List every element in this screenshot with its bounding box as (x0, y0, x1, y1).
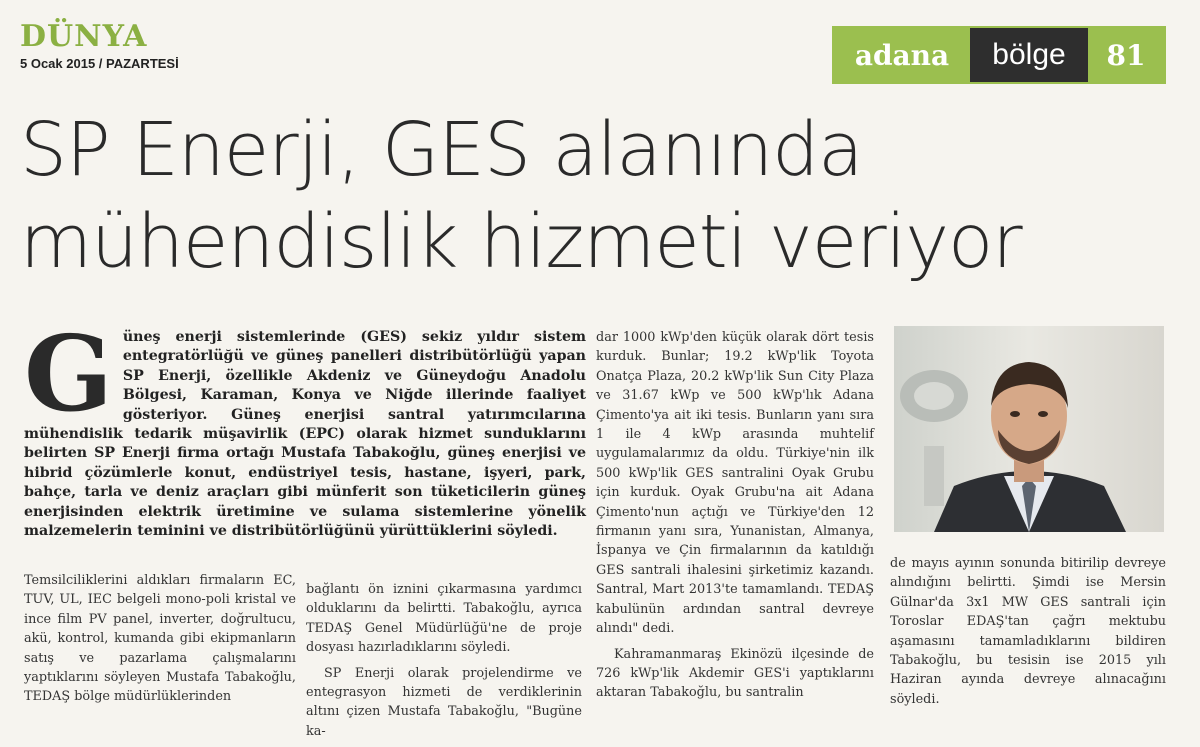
paragraph: SP Enerji olarak projelendirme ve entegrasyon hizmeti de verdiklerinin altını çizen Mustafa Tabakoğlu, "Bugüne ka- (306, 665, 582, 739)
paragraph: dar 1000 kWp'den küçük olarak dört tesis kurduk. Bunlar; 19.2 kWp'lik Toyota Onatça Plaza, 20.2 kWp'lik Sun City Plaza ve 31.67 kWp ve 500 kWp'lık Adana Çimento'ya ait iki tesis. Bunların yanı sıra 1 ile 4 kWp arasında muhtelif uygulamalarımız da oldu. Türkiye'nin ilk 500 kWp'lik GES santralini Oyak Grubu için kurduk. Oyak Grubu'na ait Adana Çimento'nun açtığı ve Türkiye'den 12 firmanın yanı sıra, Yunanistan, Almanya, İspanya ve Çin firmalarının da katıldığı GES santrali ihalesini şirketimiz kazandı. Santral, Mart 2013'te tamamlandı. TEDAŞ kabulünün ardından santral devreye alındı" dedi. (596, 330, 874, 637)
article-headline (20, 104, 1180, 288)
lead-paragraph: üneş enerji sistemlerinde (GES) sekiz yıldır sistem entegratörlüğü ve güneş panelleri distribütörlüğü yapan SP Enerji, özellikle Akdeniz ve Güneydoğu Anadolu Bölgesi, Karaman, Konya ve Niğde illerinde faaliyet gösteriyor. Güneş enerjisi santral yatırımcılarına mühendislik tedarik müşavirlik (EPC) olarak hizmet sunduklarını belirten SP Enerji firma ortağı Mustafa Tabakoğlu, güneş enerjisi ve hibrid çözümlerle konut, endüstriyel tesis, hastane, işyeri, park, bahçe, tarla ve deniz araçları gibi münferit son tüketicilerin güneş enerjisinden elektrik üretimine ve sulama sistemlerine yönelik malzemelerin teminini ve distribütörlüğünü yürüttüklerini söyledi. (24, 329, 586, 540)
body-column-1 (24, 571, 296, 713)
article-lead (24, 312, 586, 541)
body-column-3 (596, 328, 874, 709)
body-column-2 (306, 580, 582, 747)
portrait-photo (894, 326, 1164, 532)
masthead (20, 19, 179, 71)
paragraph: de mayıs ayının sonunda bitirilip devreye alındığını belirtti. Şimdi ise Mersin Gülnar'da 3x1 MW GES santrali için Toroslar EDAŞ'tan çağrı mektubu aşamasını tamamladıklarını bildiren Tabakoğlu, bu tesisin ise 2015 yılı Haziran ayında devreye alınacağını söyledi. (890, 556, 1166, 707)
newspaper-logo: DÜNYA (20, 19, 148, 54)
section-header (832, 26, 1166, 84)
paragraph: Temsilciliklerini aldıkları firmaların EC, TUV, UL, IEC belgeli mono-poli kristal ve ince film PV panel, inverter, doğrultucu, akü, kontrol, kumanda gibi ekipmanların satış ve pazarlama çalışmalarını yaptıklarını söyleyen Mustafa Tabakoğlu, TEDAŞ bölge müdürlüklerinden (24, 573, 296, 705)
headline-line-1: SP Enerji, GES alanında (20, 107, 863, 193)
portrait-illustration (894, 326, 1164, 532)
section-city: adana (834, 28, 970, 82)
headline-line-2: mühendislik hizmeti veriyor (20, 199, 1022, 285)
paragraph: Kahramanmaraş Ekinözü ilçesinde de 726 kWp'lik Akdemir GES'i yaptıklarını aktaran Tabakoğlu, bu santralin (596, 646, 874, 701)
body-column-4 (890, 554, 1166, 715)
issue-date: 5 Ocak 2015 / PAZARTESİ (20, 56, 179, 71)
paragraph: bağlantı ön iznini çıkarmasına yardımcı olduklarını da belirtti. Tabakoğlu, ayrıca TEDAŞ Genel Müdürlüğü'ne de proje dosyası hazırladıklarını söyledi. (306, 582, 582, 656)
drop-cap: G (24, 312, 113, 435)
section-label: bölge (970, 28, 1088, 82)
page-number: 81 (1088, 28, 1164, 82)
